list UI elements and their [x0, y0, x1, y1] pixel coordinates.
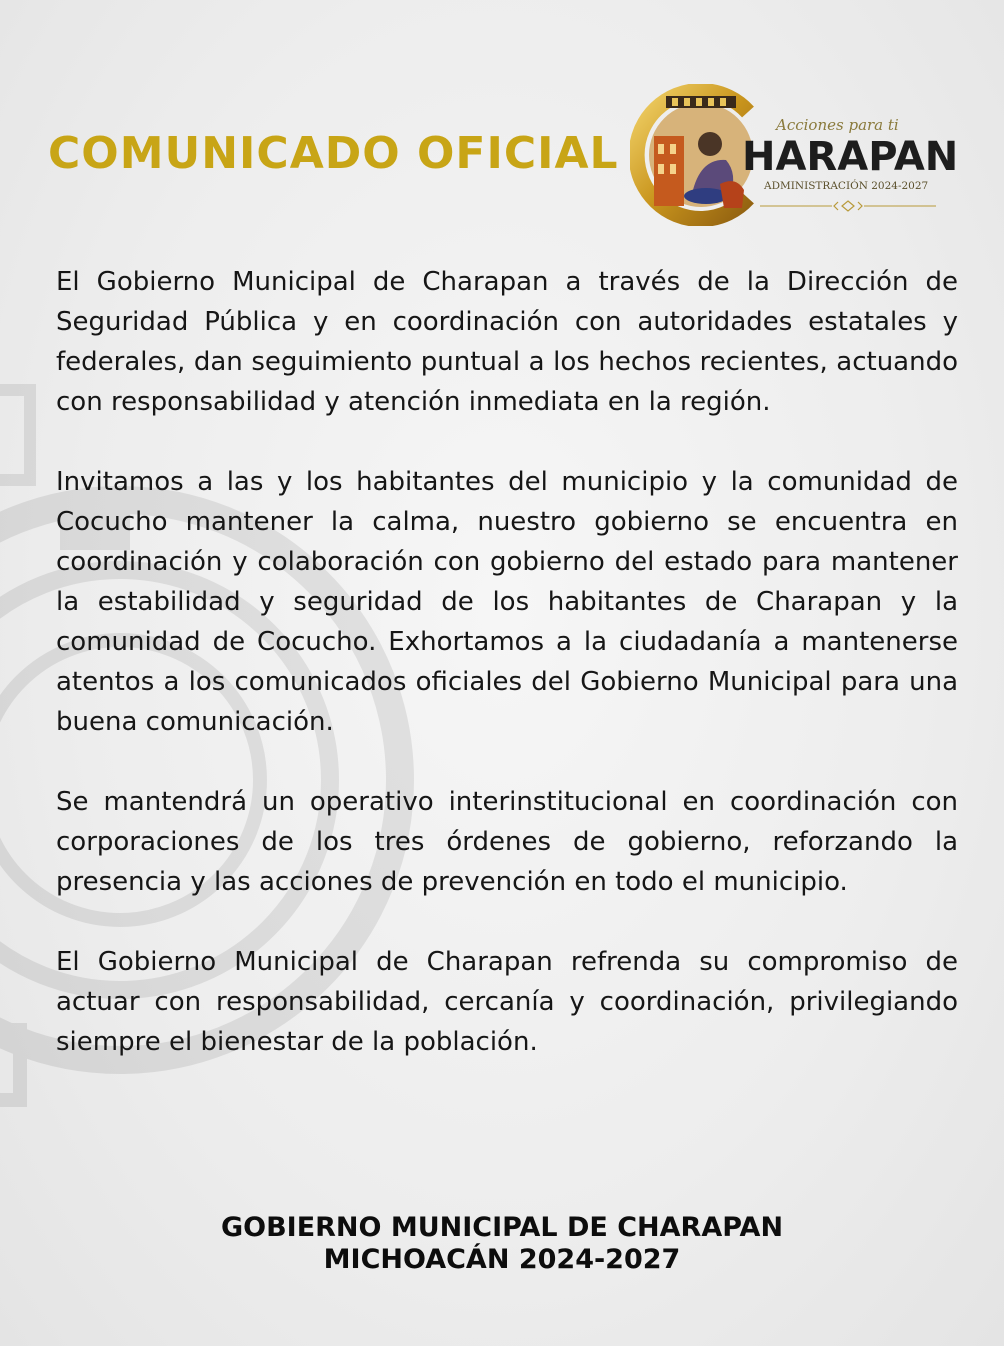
logo-name: HARAPAN	[742, 134, 959, 180]
logo-ornament-icon	[760, 200, 936, 212]
paragraph-4: El Gobierno Municipal de Charapan refrenda su compromiso de actuar con responsabilidad, cercanía y coordinación, privilegiando siempre el bienestar de la población.	[56, 947, 958, 1057]
paragraph-3: Se mantendrá un operativo interinstitucional en coordinación con corporaciones de los tres órdenes de gobierno, reforzando la presencia y las acciones de prevención en todo el municipio.	[56, 787, 958, 897]
logo-tagline: Acciones para ti	[776, 116, 899, 134]
signature-line-1: GOBIERNO MUNICIPAL DE CHARAPAN	[220, 1212, 784, 1243]
paragraph-2: Invitamos a las y los habitantes del municipio y la comunidad de Cocucho mantener la calma, nuestro gobierno se encuentra en coordinación y colaboración con gobierno del estado para mantener la estabilidad y seguridad de los habitantes de Charapan y la comunidad de Cocucho. Exhortamos a la ciudadanía a mantenerse atentos a los comunicados oficiales del Gobierno Municipal para una buena comunicación.	[56, 467, 958, 737]
paragraph-1: El Gobierno Municipal de Charapan a través de la Dirección de Seguridad Pública y en coordinación con autoridades estatales y federales, dan seguimiento puntual a los hechos recientes, actuando con responsabilidad y atención inmediata en la región.	[56, 267, 958, 417]
page-title: COMUNICADO OFICIAL	[48, 128, 619, 179]
logo-administration: ADMINISTRACIÓN 2024-2027	[764, 180, 929, 192]
communique-body	[56, 262, 958, 1102]
signature-block	[0, 1212, 1004, 1276]
signature-line-2: MICHOACÁN 2024-2027	[323, 1244, 681, 1275]
municipal-logo	[628, 84, 968, 232]
